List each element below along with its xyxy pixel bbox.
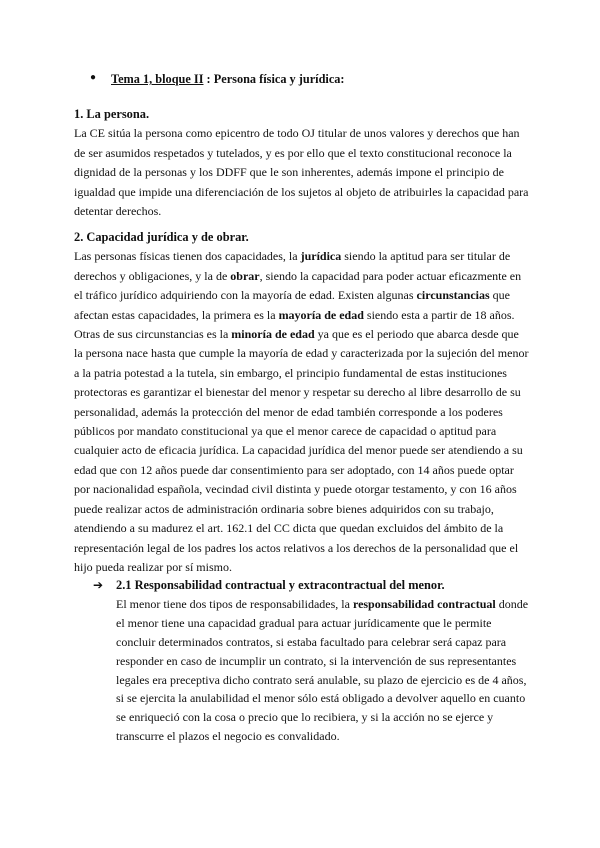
bold-term: jurídica bbox=[300, 249, 342, 264]
section-title: 1. La persona. bbox=[74, 107, 150, 121]
body-text: , siendo la capacidad para poder actuar eficazmente en el tráfico jurídico adquiriendo con la mayoría de edad. Existen algunas bbox=[74, 268, 522, 303]
section-capacidad bbox=[74, 228, 530, 577]
subsection-title: 2.1 Responsabilidad contractual y extracontractual del menor. bbox=[116, 578, 445, 592]
bold-term: minoría de edad bbox=[231, 327, 315, 342]
heading-title-rest: : Persona física y jurídica: bbox=[203, 72, 345, 86]
body-text: Las personas físicas tienen dos capacidades, la bbox=[74, 249, 301, 264]
body-text: que afectan estas capacidades, la primera es la bbox=[74, 288, 510, 322]
body-text: El menor tiene dos tipos de responsabilidades, la bbox=[116, 596, 353, 611]
section-la-persona bbox=[74, 105, 530, 221]
bold-term: circunstancias bbox=[416, 288, 490, 303]
body-text: siendo la aptitud para ser titular de derechos y obligaciones, y la de bbox=[74, 249, 511, 283]
body-text: donde el menor tiene una capacidad gradual para actuar jurídicamente que le permite concluir determinados contratos, si estaba facultado para celebrar será capaz para responder en caso de incumplir un contrato, si la intervención de sus representantes legales era preceptiva dicho contrato será anulable, su plazo de ejercicio es de 4 años, si se ejercita la anulabilidad el menor sólo está obligado a devolver aquello en cuanto se enriqueció con la cosa o precio que lo recibiera, y si la acción no se ejerce y transcurre el plazos el negocio es convalidado. bbox=[116, 596, 529, 744]
bullet-icon: ● bbox=[90, 72, 97, 83]
section-body bbox=[74, 247, 530, 577]
section-body: La CE sitúa la persona como epicentro de todo OJ titular de unos valores y derechos que han de ser asumidos respetados y tutelados, y es por ello que el texto constitucional reconoce la dignidad de la personas y los DDFF que le son inherentes, además impone el principio de igualdad que impide una diferenciación de los sujetos al objeto de atribuirles la capacidad para detentar derechos. bbox=[74, 126, 529, 219]
bold-term: obrar bbox=[230, 268, 260, 283]
bold-term: responsabilidad contractual bbox=[352, 596, 496, 611]
document-heading bbox=[111, 72, 345, 87]
subsection-responsabilidad bbox=[93, 576, 533, 746]
section-title: 2. Capacidad jurídica y de obrar. bbox=[74, 230, 249, 244]
body-text: ya que es el periodo que abarca desde que la persona nace hasta que cumple la mayoría de edad y caracterizada por la sujeción del menor a la patria potestad a la tutela, sin embargo, el principio fundamental de estas instituciones protectoras es garantizar el bienestar del menor y respetar su derecho al libre desarrollo de su personalidad, además la protección del menor de edad también corresponde a los poderes públicos por mandato constitucional ya que el menor carece de capacidad o aptitud para cualquier acto de eficacia jurídica. La capacidad jurídica del menor puede ser atendiendo a su edad que con 12 años puede dar consentimiento para ser adoptado, con 14 años puede optar por nacionalidad española, vecindad civil distinta y puede otorgar testamento, y con 16 años puede realizar actos de administración ordinaria sobre bienes adquiridos con su trabajo, atendiendo a su madurez el art. 162.1 del CC dicta que quedan excluidos del ámbito de la representación legal de los padres los actos relativos a los derechos de la personalidad que el hijo pueda realizar por sí mismo. bbox=[74, 327, 529, 574]
body-text: siendo esta a partir de 18 años. Otras de sus circunstancias es la bbox=[74, 307, 515, 342]
arrow-right-icon: ➔ bbox=[93, 578, 104, 592]
subsection-body bbox=[116, 595, 533, 746]
heading-title-underlined: Tema 1, bloque II bbox=[111, 72, 204, 86]
bold-term: mayoría de edad bbox=[278, 307, 364, 322]
